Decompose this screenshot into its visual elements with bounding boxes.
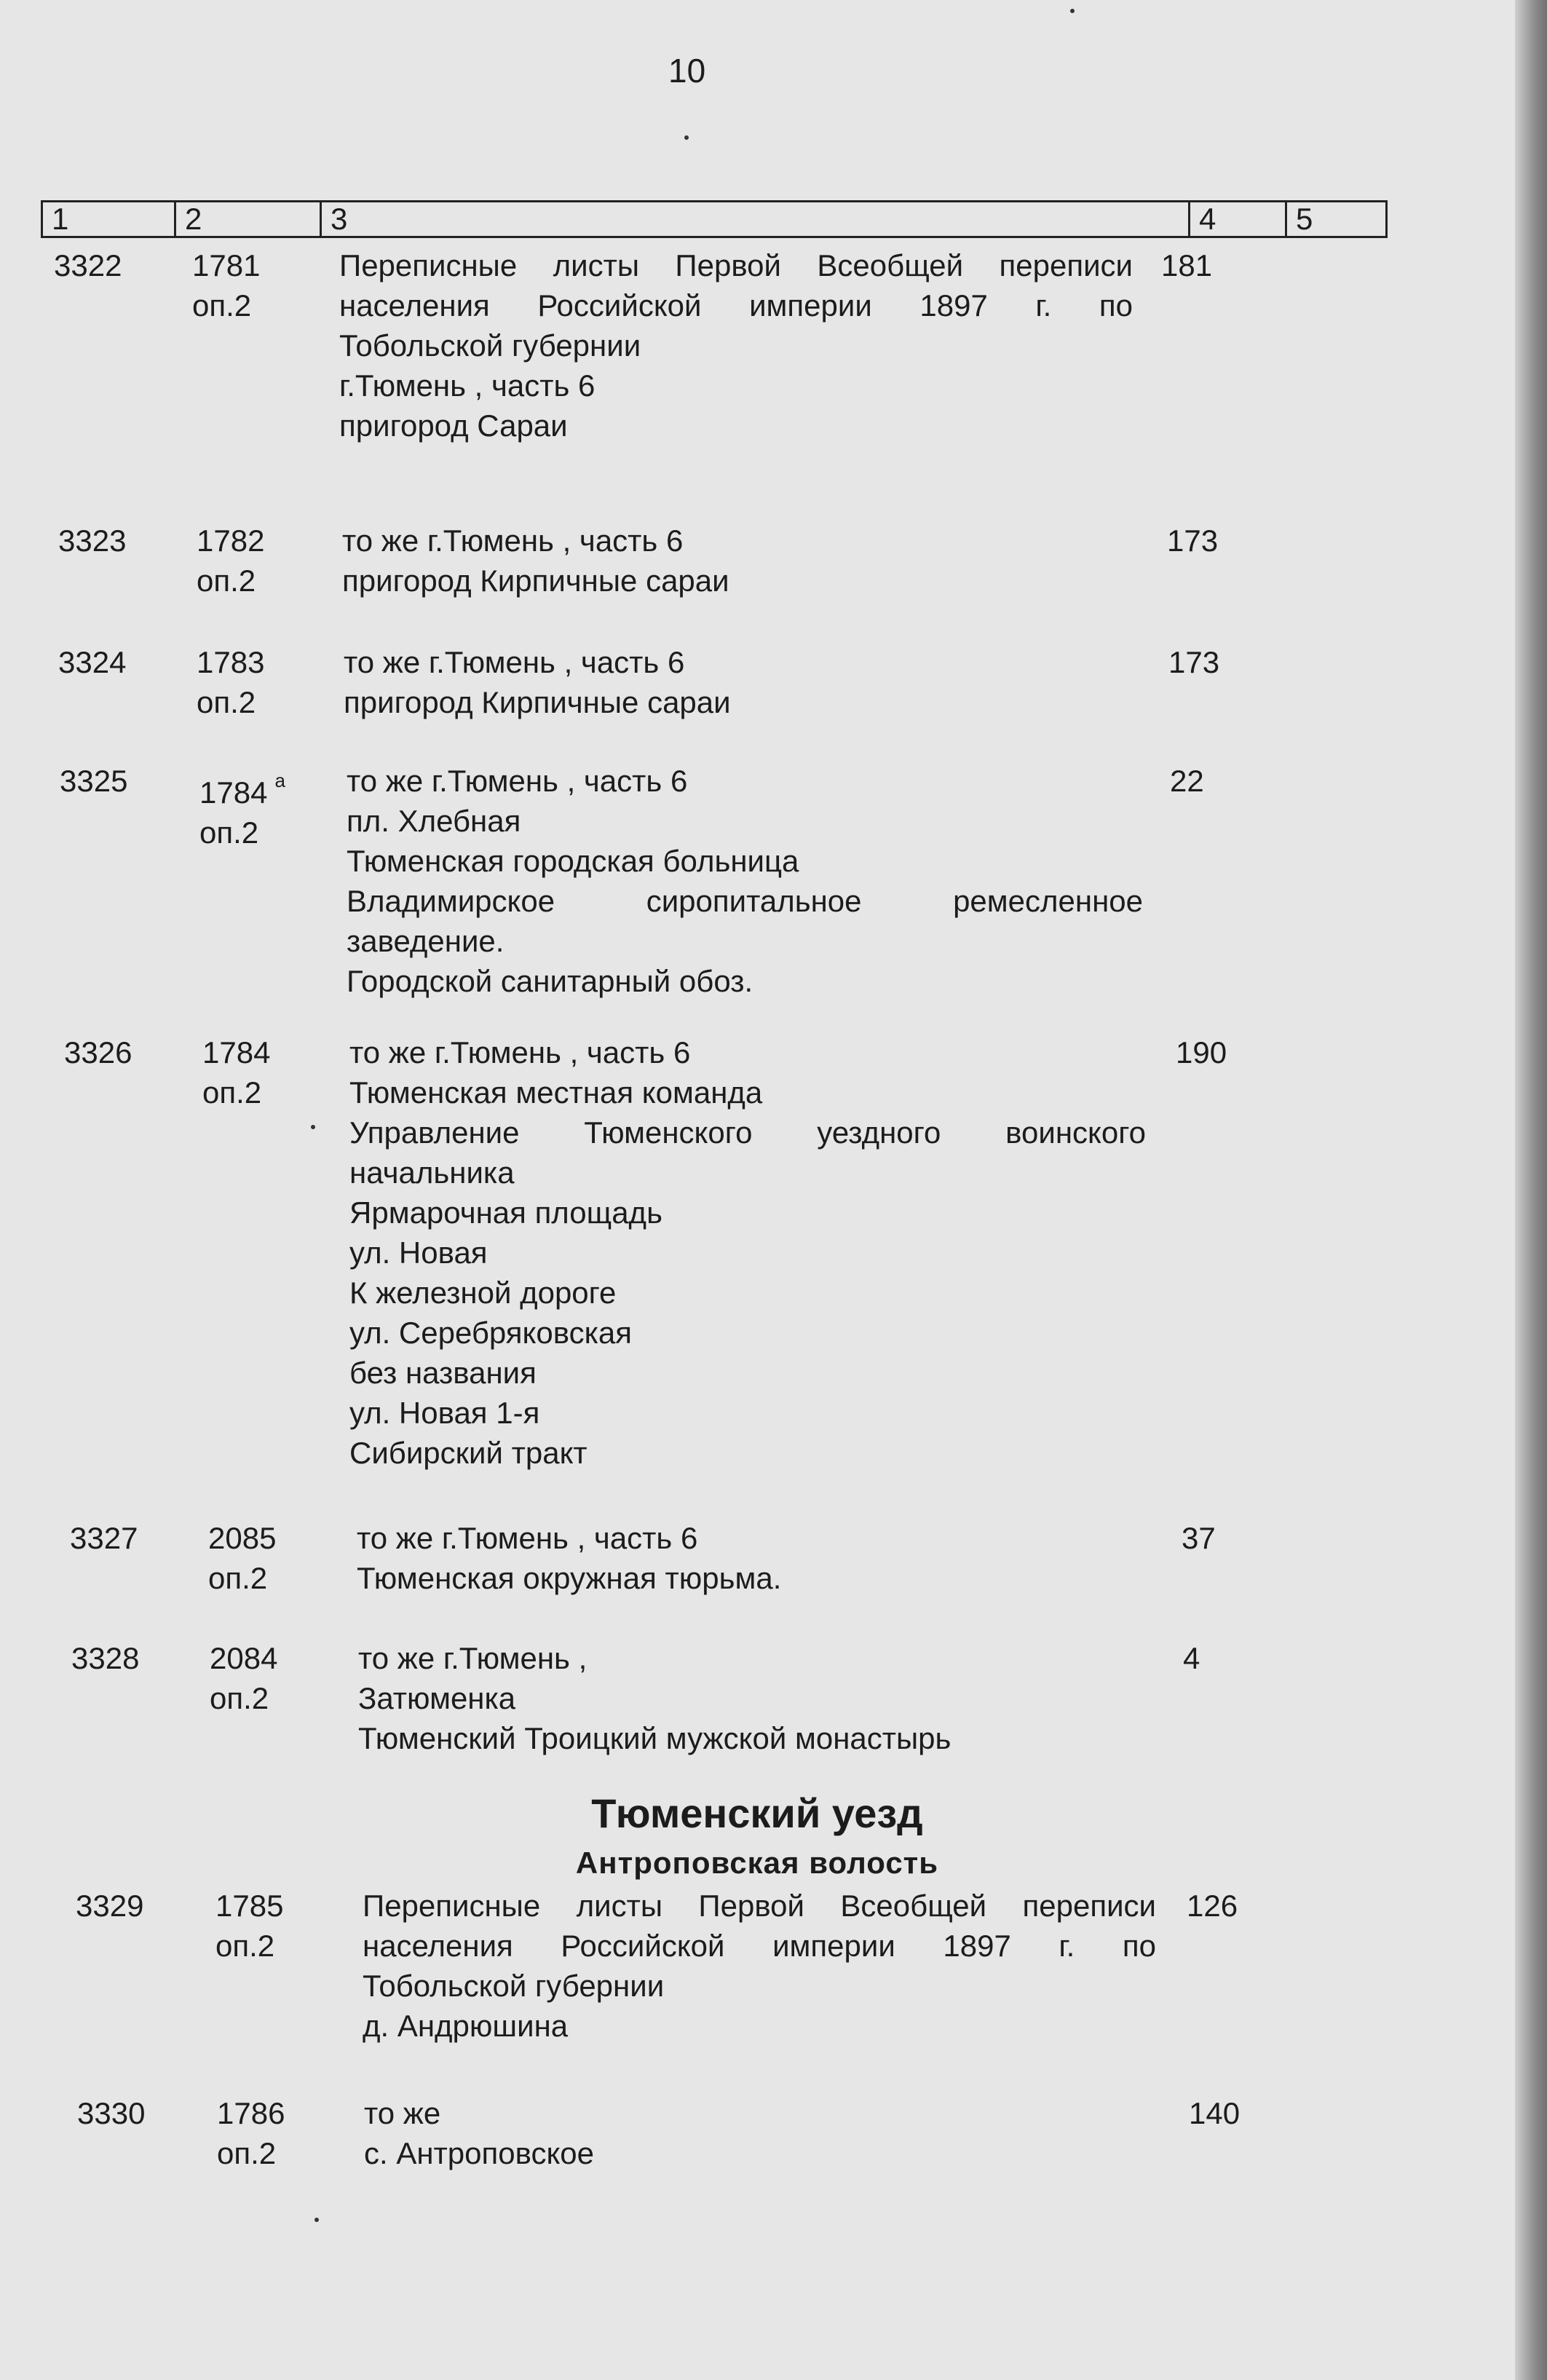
description-line: Ярмарочная площадь <box>349 1195 662 1230</box>
column-header-1: 1 <box>52 202 69 236</box>
section-title: Тюменский уезд <box>591 1790 923 1836</box>
description-line: Тобольской губернии <box>339 328 641 363</box>
column-header-2: 2 <box>185 202 202 236</box>
description-line: заведение. <box>347 924 505 958</box>
scan-speck <box>311 1125 315 1129</box>
description-line: ул. Серебряковская <box>349 1316 632 1350</box>
description-line: Тюменский Троицкий мужской монастырь <box>358 1721 951 1755</box>
opis-label: оп.2 <box>208 1561 268 1595</box>
entry-number: 3322 <box>54 248 122 282</box>
entry-sheet-count: 190 <box>1176 1035 1227 1070</box>
scan-speck <box>1070 9 1075 13</box>
entry-number: 3327 <box>70 1521 138 1555</box>
fond-number: 1784 <box>202 1035 271 1070</box>
entry-number: 3330 <box>77 2096 146 2130</box>
entry-description <box>357 1518 1153 1598</box>
entry-number: 3326 <box>64 1035 132 1070</box>
entry-fond <box>202 1032 270 1112</box>
column-header-5: 5 <box>1296 202 1313 236</box>
description-line: то же г.Тюмень , часть 6 <box>344 645 685 679</box>
fond-number: 1786 <box>217 2096 285 2130</box>
column-header-4: 4 <box>1199 202 1216 236</box>
entry-sheet-count: 173 <box>1168 645 1220 679</box>
entry-fond <box>192 245 260 325</box>
entry-fond <box>210 1638 277 1718</box>
description-line: Тюменская местная команда <box>349 1075 763 1110</box>
description-line: без названия <box>349 1356 537 1390</box>
description-line: Владимирское сиропитальное ремесленное <box>347 884 1143 918</box>
opis-label: оп.2 <box>199 815 259 850</box>
entry-fond <box>217 2093 285 2173</box>
entry-fond <box>208 1518 276 1598</box>
entry-description <box>358 1638 1155 1758</box>
entry-number: 3323 <box>58 523 127 558</box>
description-line: пл. Хлебная <box>347 804 521 838</box>
entry-description <box>364 2093 1158 2173</box>
entry-sheet-count: 173 <box>1167 523 1219 558</box>
opis-label: оп.2 <box>202 1075 262 1110</box>
description-line: то же г.Тюмень , часть 6 <box>349 1035 691 1070</box>
description-line: пригород Кирпичные сараи <box>342 564 729 598</box>
fond-number: 2084 <box>210 1641 278 1675</box>
entry-fond <box>199 761 285 853</box>
entry-description <box>342 521 1136 601</box>
description-line: Переписные листы Первой Всеобщей переписи <box>339 248 1133 282</box>
description-line: то же г.Тюмень , <box>358 1641 587 1675</box>
scan-edge <box>1515 0 1547 2380</box>
description-line: населения Российской империи 1897 г. по <box>339 288 1133 323</box>
description-line: ул. Новая <box>349 1236 488 1270</box>
description-line: Сибирский тракт <box>349 1436 587 1470</box>
description-line: Тюменская городская больница <box>347 844 799 878</box>
description-line: К железной дороге <box>349 1276 617 1310</box>
description-line: г.Тюмень , часть 6 <box>339 368 596 403</box>
entry-description <box>344 642 1137 722</box>
column-header-row <box>41 200 1388 238</box>
description-line: населения Российской империи 1897 г. по <box>363 1929 1156 1963</box>
description-line: пригород Кирпичные сараи <box>344 685 731 719</box>
fond-number: 1785 <box>215 1889 284 1923</box>
opis-label: оп.2 <box>215 1929 275 1963</box>
description-line: то же г.Тюмень , часть 6 <box>342 523 684 558</box>
entry-description <box>339 245 1133 446</box>
description-line: Затюменка <box>358 1681 516 1715</box>
fond-superscript: а <box>274 770 285 791</box>
fond-number <box>199 761 285 813</box>
fond-number: 1781 <box>192 248 261 282</box>
opis-label: оп.2 <box>197 685 256 719</box>
description-line: Тобольской губернии <box>363 1969 665 2003</box>
description-line: ул. Новая 1-я <box>349 1396 540 1430</box>
entry-fond <box>215 1886 283 1966</box>
opis-label: оп.2 <box>192 288 252 323</box>
fond-number: 2085 <box>208 1521 277 1555</box>
description-line: Управление Тюменского уездного воинского <box>349 1115 1146 1150</box>
scan-speck <box>684 135 689 140</box>
entry-number: 3325 <box>60 764 128 798</box>
fond-number-value: 1784 <box>199 775 268 810</box>
entry-sheet-count: 140 <box>1189 2096 1241 2130</box>
entry-sheet-count: 37 <box>1182 1521 1216 1555</box>
entry-description <box>363 1886 1156 2046</box>
entry-sheet-count: 181 <box>1161 248 1213 282</box>
section-subtitle: Антроповская волость <box>575 1846 939 1880</box>
description-line: с. Антроповское <box>364 2136 595 2170</box>
entry-sheet-count: 4 <box>1183 1641 1200 1675</box>
description-line: начальника <box>349 1155 515 1190</box>
entry-number: 3324 <box>58 645 127 679</box>
description-line: Переписные листы Первой Всеобщей переписи <box>363 1889 1156 1923</box>
opis-label: оп.2 <box>217 2136 277 2170</box>
page-number: 10 <box>668 52 706 90</box>
opis-label: оп.2 <box>210 1681 269 1715</box>
entry-sheet-count: 22 <box>1170 764 1204 798</box>
column-header-3: 3 <box>331 202 348 236</box>
fond-number: 1782 <box>197 523 265 558</box>
entry-fond <box>197 521 264 601</box>
description-line: то же <box>364 2096 441 2130</box>
entry-number: 3328 <box>71 1641 140 1675</box>
description-line: д. Андрюшина <box>363 2009 569 2043</box>
entry-description <box>349 1032 1146 1473</box>
entry-description <box>347 761 1143 1001</box>
fond-number: 1783 <box>197 645 265 679</box>
opis-label: оп.2 <box>197 564 256 598</box>
description-line: пригород Сараи <box>339 408 568 443</box>
scan-speck <box>314 2218 319 2222</box>
description-line: то же г.Тюмень , часть 6 <box>347 764 688 798</box>
entry-sheet-count: 126 <box>1187 1889 1238 1923</box>
description-line: то же г.Тюмень , часть 6 <box>357 1521 698 1555</box>
description-line: Тюменская окружная тюрьма. <box>357 1561 782 1595</box>
entry-fond <box>197 642 264 722</box>
description-line: Городской санитарный обоз. <box>347 964 753 998</box>
entry-number: 3329 <box>76 1889 144 1923</box>
